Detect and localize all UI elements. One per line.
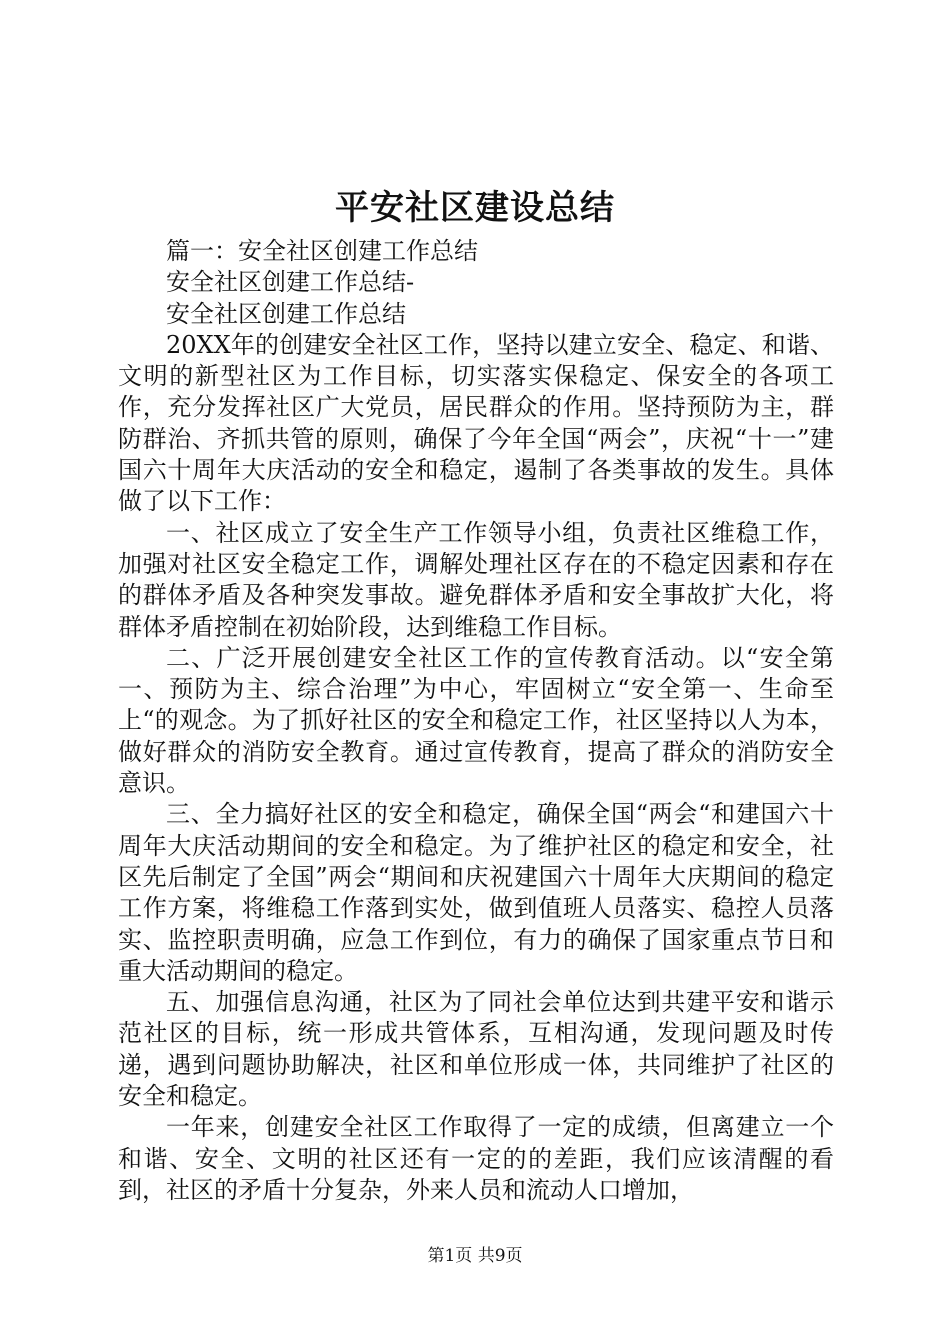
page-footer: 第1页 共9页 [427,1246,523,1266]
heading-line: 安全社区创建工作总结- [166,268,415,297]
heading-line: 篇一：安全社区创建工作总结 [166,237,478,265]
paragraph: 一年来，创建安全社区工作取得了一定的成绩，但离建立一个和谐、安全、文明的社区还有一定的的差距，我们应该清醒的看到，社区的矛盾十分复杂，外来人员和流动人口增加， [118,1113,834,1204]
document-body [118,236,834,1206]
paragraph: 三、全力搞好社区的安全和稳定，确保全国“两会“和建国六十周年大庆活动期间的安全和稳定。为了维护社区的稳定和安全，社区先后制定了全国”两会“期间和庆祝建国六十周年大庆期间的稳定工作方案，将维稳工作落到实处，做到值班人员落实、稳控人员落实、监控职责明确，应急工作到位，有力的确保了国家重点节日和重大活动期间的稳定。 [118,800,834,985]
paragraph: 二、广泛开展创建安全社区工作的宣传教育活动。以“安全第一、预防为主、综合治理”为中心，牢固树立“安全第一、生命至上“的观念。为了抓好社区的安全和稳定工作，社区坚持以人为本，做好群众的消防安全教育。通过宣传教育，提高了群众的消防安全意识。 [118,643,834,798]
paragraph: 一、社区成立了安全生产工作领导小组，负责社区维稳工作，加强对社区安全稳定工作，调解处理社区存在的不稳定因素和存在的群体矛盾及各种突发事故。避免群体矛盾和安全事故扩大化，将群体矛盾控制在初始阶段，达到维稳工作目标。 [118,518,834,641]
paragraph: 20XX年的创建安全社区工作，坚持以建立安全、稳定、和谐、文明的新型社区为工作目标，切实落实保稳定、保安全的各项工作，充分发挥社区广大党员，居民群众的作用。坚持预防为主，群防群治、齐抓共管的原则，确保了今年全国“两会”，庆祝“十一”建国六十周年大庆活动的安全和稳定，遏制了各类事故的发生。具体做了以下工作： [118,330,834,516]
heading-line: 安全社区创建工作总结 [166,299,406,328]
document-title: 平安社区建设总结 [335,188,615,228]
paragraph: 五、加强信息沟通，社区为了同社会单位达到共建平安和谐示范社区的目标，统一形成共管体系，互相沟通，发现问题及时传递，遇到问题协助解决，社区和单位形成一体，共同维护了社区的安全和稳定。 [118,988,834,1111]
